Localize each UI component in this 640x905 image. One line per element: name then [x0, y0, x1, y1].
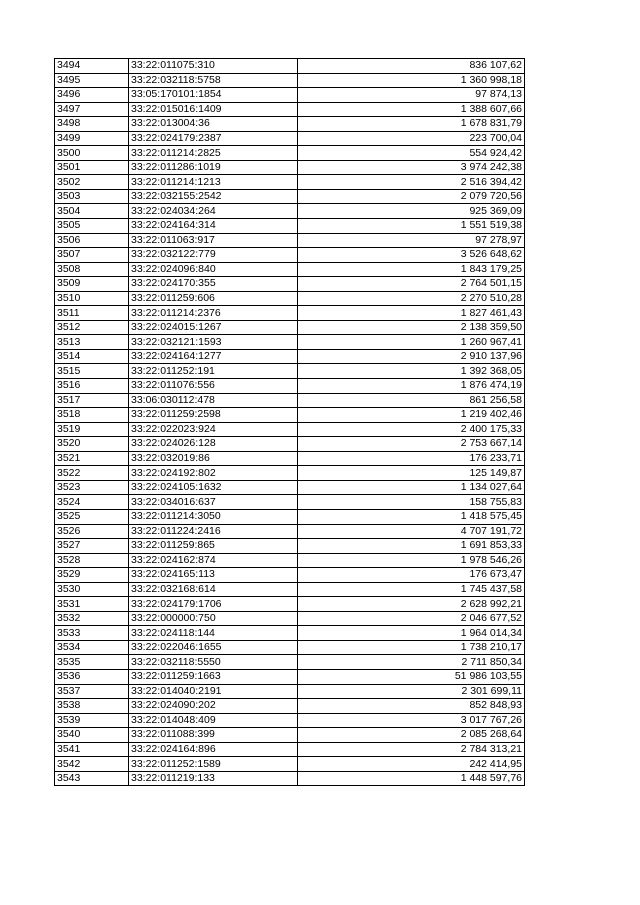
table-row — [55, 582, 525, 597]
cadastral-number-cell: 33:05:170101:1854 — [129, 88, 298, 103]
row-number-cell: 3536 — [55, 669, 129, 684]
value-cell: 1 745 437,58 — [298, 582, 525, 597]
row-number-cell: 3526 — [55, 524, 129, 539]
row-number-cell: 3518 — [55, 408, 129, 423]
table-row — [55, 524, 525, 539]
row-number-cell: 3515 — [55, 364, 129, 379]
value-cell: 51 986 103,55 — [298, 669, 525, 684]
value-cell: 1 843 179,25 — [298, 262, 525, 277]
cadastral-number-cell: 33:22:032122:779 — [129, 248, 298, 263]
table-row — [55, 175, 525, 190]
row-number-cell: 3522 — [55, 466, 129, 481]
table-row — [55, 204, 525, 219]
cadastral-number-cell: 33:22:011219:133 — [129, 771, 298, 786]
row-number-cell: 3494 — [55, 59, 129, 74]
cadastral-number-cell: 33:22:011286:1019 — [129, 160, 298, 175]
row-number-cell: 3542 — [55, 757, 129, 772]
row-number-cell: 3528 — [55, 553, 129, 568]
value-cell: 2 764 501,15 — [298, 277, 525, 292]
value-cell: 2 628 992,21 — [298, 597, 525, 612]
value-cell: 1 260 967,41 — [298, 335, 525, 350]
cadastral-number-cell: 33:22:024090:202 — [129, 699, 298, 714]
table-row — [55, 422, 525, 437]
value-cell: 1 134 027,64 — [298, 480, 525, 495]
table-row — [55, 146, 525, 161]
row-number-cell: 3525 — [55, 509, 129, 524]
cadastral-number-cell: 33:22:024096:840 — [129, 262, 298, 277]
value-cell: 97 278,97 — [298, 233, 525, 248]
cadastral-number-cell: 33:22:024170:355 — [129, 277, 298, 292]
value-cell: 852 848,93 — [298, 699, 525, 714]
row-number-cell: 3507 — [55, 248, 129, 263]
cadastral-number-cell: 33:22:032118:5758 — [129, 73, 298, 88]
value-cell: 1 738 210,17 — [298, 640, 525, 655]
table-row — [55, 160, 525, 175]
table-row — [55, 248, 525, 263]
cadastral-number-cell: 33:22:024164:314 — [129, 219, 298, 234]
row-number-cell: 3527 — [55, 539, 129, 554]
table-row — [55, 509, 525, 524]
row-number-cell: 3543 — [55, 771, 129, 786]
value-cell: 1 876 474,19 — [298, 379, 525, 394]
value-cell: 3 526 648,62 — [298, 248, 525, 263]
value-cell: 125 149,87 — [298, 466, 525, 481]
value-cell: 176 233,71 — [298, 451, 525, 466]
row-number-cell: 3506 — [55, 233, 129, 248]
row-number-cell: 3532 — [55, 611, 129, 626]
cadastral-number-cell: 33:22:014040:2191 — [129, 684, 298, 699]
row-number-cell: 3509 — [55, 277, 129, 292]
value-cell: 1 360 998,18 — [298, 73, 525, 88]
table-row — [55, 189, 525, 204]
table-row — [55, 742, 525, 757]
value-cell: 223 700,04 — [298, 131, 525, 146]
value-cell: 2 270 510,28 — [298, 291, 525, 306]
value-cell: 925 369,09 — [298, 204, 525, 219]
value-cell: 1 678 831,79 — [298, 117, 525, 132]
row-number-cell: 3498 — [55, 117, 129, 132]
table-row — [55, 233, 525, 248]
row-number-cell: 3524 — [55, 495, 129, 510]
row-number-cell: 3505 — [55, 219, 129, 234]
table-row — [55, 611, 525, 626]
row-number-cell: 3521 — [55, 451, 129, 466]
row-number-cell: 3502 — [55, 175, 129, 190]
cadastral-number-cell: 33:06:030112:478 — [129, 393, 298, 408]
table-row — [55, 597, 525, 612]
row-number-cell: 3496 — [55, 88, 129, 103]
value-cell: 158 755,83 — [298, 495, 525, 510]
table-row — [55, 349, 525, 364]
value-cell: 1 551 519,38 — [298, 219, 525, 234]
table-row — [55, 306, 525, 321]
table-row — [55, 335, 525, 350]
row-number-cell: 3512 — [55, 320, 129, 335]
cadastral-number-cell: 33:22:032118:5550 — [129, 655, 298, 670]
table-row — [55, 408, 525, 423]
table-row — [55, 480, 525, 495]
value-cell: 2 138 359,50 — [298, 320, 525, 335]
value-cell: 2 516 394,42 — [298, 175, 525, 190]
table-row — [55, 699, 525, 714]
table-row — [55, 771, 525, 786]
value-cell: 836 107,62 — [298, 59, 525, 74]
table-row — [55, 262, 525, 277]
cadastral-number-cell: 33:22:011252:1589 — [129, 757, 298, 772]
cadastral-number-cell: 33:22:032155:2542 — [129, 189, 298, 204]
table-row — [55, 88, 525, 103]
cadastral-number-cell: 33:22:011259:865 — [129, 539, 298, 554]
cadastral-number-cell: 33:22:024179:2387 — [129, 131, 298, 146]
row-number-cell: 3501 — [55, 160, 129, 175]
row-number-cell: 3497 — [55, 102, 129, 117]
row-number-cell: 3514 — [55, 349, 129, 364]
row-number-cell: 3503 — [55, 189, 129, 204]
value-cell: 1 392 368,05 — [298, 364, 525, 379]
value-cell: 2 400 175,33 — [298, 422, 525, 437]
table-row — [55, 117, 525, 132]
row-number-cell: 3541 — [55, 742, 129, 757]
table-row — [55, 728, 525, 743]
cadastral-number-cell: 33:22:011076:556 — [129, 379, 298, 394]
value-cell: 2 301 699,11 — [298, 684, 525, 699]
value-cell: 2 753 667,14 — [298, 437, 525, 452]
cadastral-number-cell: 33:22:024165:113 — [129, 568, 298, 583]
cadastral-number-cell: 33:22:011259:1663 — [129, 669, 298, 684]
table-row — [55, 539, 525, 554]
cadastral-number-cell: 33:22:032168:614 — [129, 582, 298, 597]
table-row — [55, 568, 525, 583]
table-row — [55, 219, 525, 234]
value-cell: 242 414,95 — [298, 757, 525, 772]
row-number-cell: 3495 — [55, 73, 129, 88]
cadastral-number-cell: 33:22:011214:2825 — [129, 146, 298, 161]
value-cell: 554 924,42 — [298, 146, 525, 161]
cadastral-number-cell: 33:22:015016:1409 — [129, 102, 298, 117]
table-row — [55, 495, 525, 510]
row-number-cell: 3510 — [55, 291, 129, 306]
table-row — [55, 640, 525, 655]
cadastral-number-cell: 33:22:024162:874 — [129, 553, 298, 568]
value-cell: 1 827 461,43 — [298, 306, 525, 321]
table-row — [55, 73, 525, 88]
cadastral-number-cell: 33:22:024105:1632 — [129, 480, 298, 495]
value-cell: 2 046 677,52 — [298, 611, 525, 626]
value-cell: 1 448 597,76 — [298, 771, 525, 786]
table-row — [55, 713, 525, 728]
row-number-cell: 3519 — [55, 422, 129, 437]
cadastral-number-cell: 33:22:011214:1213 — [129, 175, 298, 190]
value-cell: 3 017 767,26 — [298, 713, 525, 728]
value-cell: 1 219 402,46 — [298, 408, 525, 423]
cadastral-number-cell: 33:22:011088:399 — [129, 728, 298, 743]
cadastral-number-cell: 33:22:024179:1706 — [129, 597, 298, 612]
cadastral-number-cell: 33:22:024164:896 — [129, 742, 298, 757]
cadastral-number-cell: 33:22:011063:917 — [129, 233, 298, 248]
value-cell: 2 784 313,21 — [298, 742, 525, 757]
table-row — [55, 437, 525, 452]
cadastral-number-cell: 33:22:034016:637 — [129, 495, 298, 510]
row-number-cell: 3517 — [55, 393, 129, 408]
row-number-cell: 3511 — [55, 306, 129, 321]
table-row — [55, 684, 525, 699]
table-row — [55, 655, 525, 670]
value-cell: 1 418 575,45 — [298, 509, 525, 524]
value-cell: 1 388 607,66 — [298, 102, 525, 117]
cadastral-number-cell: 33:22:011259:606 — [129, 291, 298, 306]
table-row — [55, 451, 525, 466]
cadastral-number-cell: 33:22:024026:128 — [129, 437, 298, 452]
table-row — [55, 102, 525, 117]
value-cell: 2 079 720,56 — [298, 189, 525, 204]
value-cell: 2 910 137,96 — [298, 349, 525, 364]
table-row — [55, 277, 525, 292]
cadastral-number-cell: 33:22:024015:1267 — [129, 320, 298, 335]
cadastral-number-cell: 33:22:022023:924 — [129, 422, 298, 437]
row-number-cell: 3538 — [55, 699, 129, 714]
cadastral-number-cell: 33:22:011259:2598 — [129, 408, 298, 423]
cadastral-number-cell: 33:22:011224:2416 — [129, 524, 298, 539]
cadastral-number-cell: 33:22:024192:802 — [129, 466, 298, 481]
row-number-cell: 3540 — [55, 728, 129, 743]
value-cell: 1 964 014,34 — [298, 626, 525, 641]
row-number-cell: 3529 — [55, 568, 129, 583]
table-row — [55, 626, 525, 641]
cadastral-number-cell: 33:22:000000:750 — [129, 611, 298, 626]
table-row — [55, 379, 525, 394]
cadastral-number-cell: 33:22:011214:2376 — [129, 306, 298, 321]
table-row — [55, 466, 525, 481]
value-cell: 1 978 546,26 — [298, 553, 525, 568]
table-row — [55, 757, 525, 772]
row-number-cell: 3516 — [55, 379, 129, 394]
table-row — [55, 320, 525, 335]
row-number-cell: 3537 — [55, 684, 129, 699]
row-number-cell: 3535 — [55, 655, 129, 670]
cadastral-number-cell: 33:22:032019:86 — [129, 451, 298, 466]
row-number-cell: 3500 — [55, 146, 129, 161]
value-cell: 2 711 850,34 — [298, 655, 525, 670]
row-number-cell: 3533 — [55, 626, 129, 641]
table-row — [55, 291, 525, 306]
table-row — [55, 553, 525, 568]
table-row — [55, 59, 525, 74]
value-cell: 3 974 242,38 — [298, 160, 525, 175]
row-number-cell: 3513 — [55, 335, 129, 350]
cadastral-number-cell: 33:22:024034:264 — [129, 204, 298, 219]
cadastral-value-table — [54, 58, 525, 786]
table-row — [55, 131, 525, 146]
cadastral-number-cell: 33:22:022046:1655 — [129, 640, 298, 655]
cadastral-number-cell: 33:22:011075:310 — [129, 59, 298, 74]
value-cell: 176 673,47 — [298, 568, 525, 583]
row-number-cell: 3539 — [55, 713, 129, 728]
row-number-cell: 3530 — [55, 582, 129, 597]
row-number-cell: 3508 — [55, 262, 129, 277]
table-row — [55, 393, 525, 408]
cadastral-number-cell: 33:22:032121:1593 — [129, 335, 298, 350]
cadastral-number-cell: 33:22:011214:3050 — [129, 509, 298, 524]
cadastral-number-cell: 33:22:024164:1277 — [129, 349, 298, 364]
cadastral-number-cell: 33:22:024118:144 — [129, 626, 298, 641]
value-cell: 861 256,58 — [298, 393, 525, 408]
table-row — [55, 364, 525, 379]
value-cell: 4 707 191,72 — [298, 524, 525, 539]
value-cell: 1 691 853,33 — [298, 539, 525, 554]
cadastral-number-cell: 33:22:014048:409 — [129, 713, 298, 728]
row-number-cell: 3534 — [55, 640, 129, 655]
cadastral-number-cell: 33:22:011252:191 — [129, 364, 298, 379]
row-number-cell: 3520 — [55, 437, 129, 452]
value-cell: 2 085 268,64 — [298, 728, 525, 743]
table-body — [55, 59, 525, 786]
table-row — [55, 669, 525, 684]
row-number-cell: 3499 — [55, 131, 129, 146]
value-cell: 97 874,13 — [298, 88, 525, 103]
cadastral-number-cell: 33:22:013004:36 — [129, 117, 298, 132]
row-number-cell: 3523 — [55, 480, 129, 495]
row-number-cell: 3504 — [55, 204, 129, 219]
row-number-cell: 3531 — [55, 597, 129, 612]
